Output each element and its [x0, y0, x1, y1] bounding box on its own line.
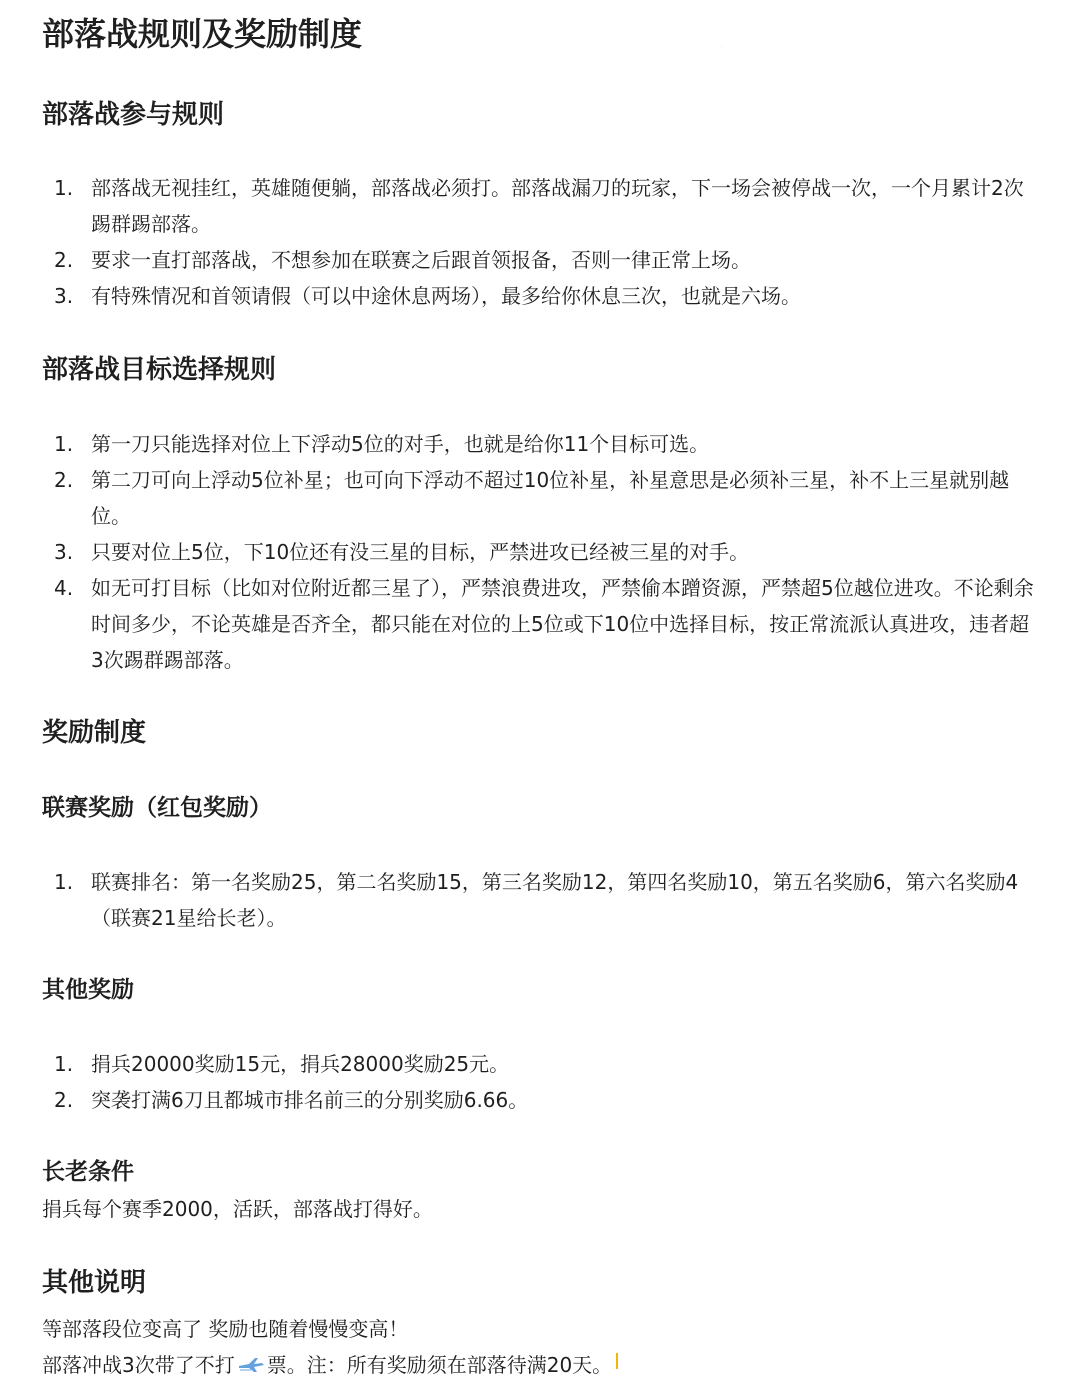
list-item: 2. 突袭打满6刀且都城市排名前三的分别奖励6.66。 — [54, 1088, 529, 1112]
other-rewards-list — [0, 1046, 1080, 1118]
league-rewards-heading: 联赛奖励（红包奖励） — [42, 795, 272, 821]
watermark: · — [717, 39, 727, 56]
other-rewards-heading: 其他奖励 — [42, 977, 134, 1003]
list-item: 4. 如无可打目标（比如对位附近都三星了），严禁浪费进攻，严禁偷本蹭资源，严禁超5位越位进攻。不论剩余时间多少，不论英雄是否齐全，都只能在对位的上5位或下10位中选择目标，按正常流派认真进攻，违者超3次踢群踢部落。 — [54, 576, 1034, 672]
league-rewards-list — [0, 864, 1080, 936]
airplane-icon — [237, 1349, 265, 1385]
list-item: 2. 第二刀可向上浮动5位补星；也可向下浮动不超过10位补星，补星意思是必须补三星，补不上三星就别越位。 — [54, 468, 1010, 528]
notes-heading: 其他说明 — [42, 1268, 147, 1298]
list-item: 2. 要求一直打部落战，不想参加在联赛之后跟首领报备，否则一律正常上场。 — [54, 248, 751, 272]
notes-line-2-before: 部落冲战3次带了不打 — [42, 1353, 235, 1377]
page-title: 部落战规则及奖励制度 — [42, 15, 363, 53]
participation-list — [0, 170, 1080, 314]
list-item: 1. 联赛排名：第一名奖励25，第二名奖励15，第三名奖励12，第四名奖励10，第五名奖励6，第六名奖励4（联赛21星给长老）。 — [54, 870, 1019, 930]
participation-heading: 部落战参与规则 — [42, 100, 225, 130]
text-cursor — [616, 1353, 618, 1369]
rewards-heading: 奖励制度 — [42, 718, 147, 748]
targeting-heading: 部落战目标选择规则 — [42, 355, 277, 385]
list-item: 1. 第一刀只能选择对位上下浮动5位的对手，也就是给你11个目标可选。 — [54, 432, 710, 456]
elder-heading: 长老条件 — [42, 1159, 134, 1185]
list-item: 1. 部落战无视挂红，英雄随便躺，部落战必须打。部落战漏刀的玩家，下一场会被停战一次，一个月累计2次踢群踢部落。 — [54, 176, 1024, 236]
notes-line-2-after: 票。注：所有奖励须在部落待满20天。 — [266, 1353, 613, 1377]
targeting-list — [0, 426, 1080, 678]
list-item: 3. 只要对位上5位，下10位还有没三星的目标，严禁进攻已经被三星的对手。 — [54, 540, 750, 564]
list-item: 3. 有特殊情况和首领请假（可以中途休息两场），最多给你休息三次，也就是六场。 — [54, 284, 801, 308]
notes-line-2 — [42, 1347, 1042, 1385]
notes-line-1: 等部落段位变高了 奖励也随着慢慢变高！ — [42, 1317, 409, 1341]
list-item: 1. 捐兵20000奖励15元，捐兵28000奖励25元。 — [54, 1052, 510, 1076]
elder-text: 捐兵每个赛季2000，活跃，部落战打得好。 — [42, 1197, 433, 1221]
